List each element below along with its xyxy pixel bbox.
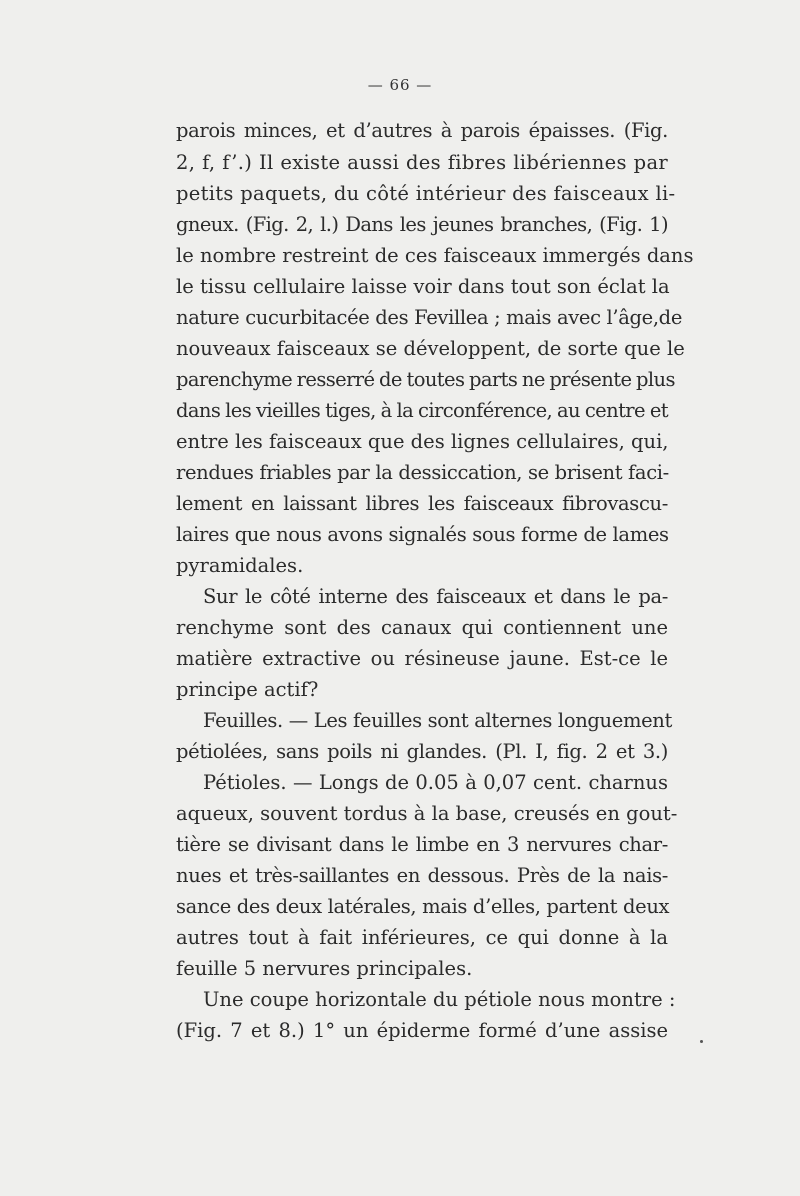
text-line: nues et très-saillantes en dessous. Près de la nais- <box>176 864 668 887</box>
text-line: parois minces, et d’autres à parois épaisses. (Fig. <box>176 119 668 142</box>
text-line: Sur le côté interne des faisceaux et dans le pa- <box>203 585 668 608</box>
text-line: pétiolées, sans poils ni glandes. (Pl. I, fig. 2 et 3.) <box>176 740 668 763</box>
text-line: matière extractive ou résineuse jaune. Est-ce le <box>176 647 668 670</box>
text-line: lement en laissant libres les faisceaux fibrovascu- <box>176 492 668 515</box>
text-line: 2, f, f’.) Il existe aussi des fibres libériennes par <box>176 151 668 174</box>
text-line: Pétioles. — Longs de 0.05 à 0,07 cent. charnus <box>203 771 668 794</box>
text-line: rendues friables par la dessiccation, se brisent faci- <box>176 461 669 484</box>
text-line: le tissu cellulaire laisse voir dans tout son éclat la <box>176 275 670 298</box>
text-line: laires que nous avons signalés sous forme de lames <box>176 523 669 546</box>
text-line: tière se divisant dans le limbe en 3 nervures char- <box>176 833 668 856</box>
text-line: aqueux, souvent tordus à la base, creusés en gout- <box>176 802 678 825</box>
text-line: pyramidales. <box>176 554 304 577</box>
text-line: (Fig. 7 et 8.) 1° un épiderme formé d’une assise <box>176 1019 668 1042</box>
text-line: feuille 5 nervures principales. <box>176 957 473 980</box>
text-line: nature cucurbitacée des Fevillea ; mais avec l’âge,de <box>176 306 683 329</box>
text-line: parenchyme resserré de toutes parts ne présente plus <box>176 368 675 391</box>
text-line: entre les faisceaux que des lignes cellulaires, qui, <box>176 430 669 453</box>
text-line: Une coupe horizontale du pétiole nous montre : <box>203 988 676 1011</box>
page-number: — 66 — <box>367 76 433 94</box>
text-line: le nombre restreint de ces faisceaux immergés dans <box>176 244 694 267</box>
text-line: sance des deux latérales, mais d’elles, partent deux <box>176 895 670 918</box>
text-line: dans les vieilles tiges, à la circonférence, au centre et <box>176 399 668 422</box>
text-line: gneux. (Fig. 2, l.) Dans les jeunes branches, (Fig. 1) <box>176 213 668 236</box>
text-line: principe actif? <box>176 678 319 701</box>
text-line: Feuilles. — Les feuilles sont alternes longuement <box>203 709 672 732</box>
text-line: renchyme sont des canaux qui contiennent une <box>176 616 668 639</box>
text-line: autres tout à fait inférieures, ce qui donne à la <box>176 926 668 949</box>
text-line: nouveaux faisceaux se développent, de sorte que le <box>176 337 685 360</box>
text-line: petits paquets, du côté intérieur des faisceaux li- <box>176 182 676 205</box>
ink-speck <box>700 1040 703 1043</box>
